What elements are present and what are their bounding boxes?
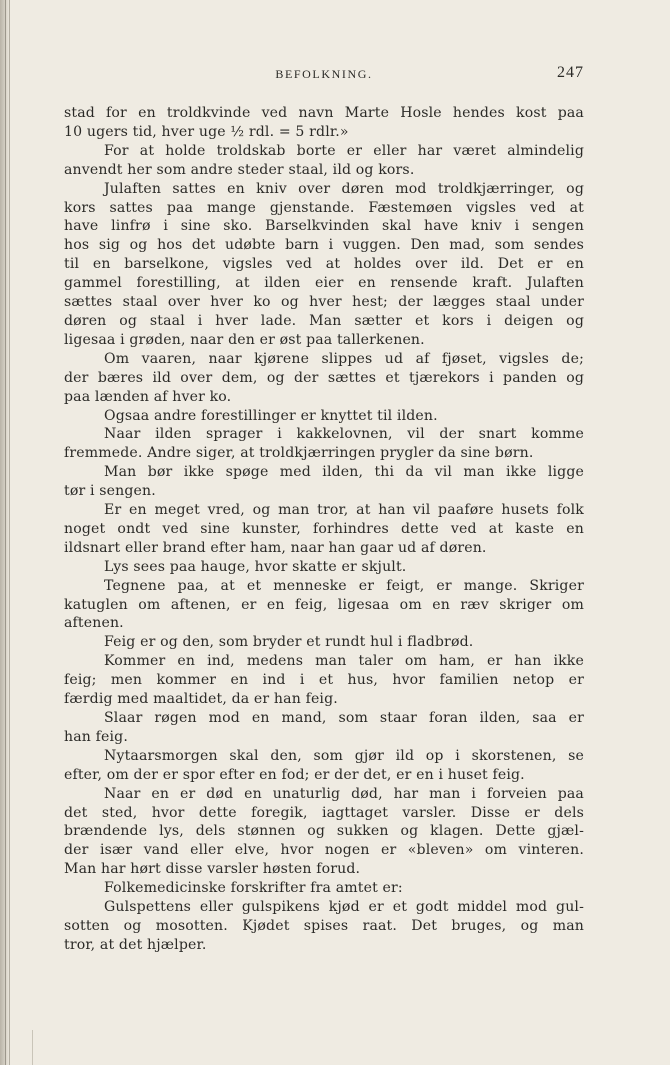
text-line: Nytaarsmorgen skal den, som gjør ild op i skorstenen, se — [104, 747, 584, 764]
running-head: BEFOLKNING. — [275, 67, 373, 81]
text-line: døren og staal i hver lade. Man sætter et kors i deigen og — [64, 312, 584, 329]
text-line: have linfrø i sine sko. Barselkvinden skal have kniv i sengen — [64, 218, 584, 235]
text-line: tør i sengen. — [64, 483, 156, 500]
page-binding-edge-inner — [9, 0, 10, 1065]
text-line: kors sattes paa mange gjenstande. Fæstemøen vigsles ved at — [64, 199, 584, 216]
text-line: Naar en er død en unaturlig død, har man i forveien paa — [104, 785, 584, 802]
text-line: gammel forestilling, at ilden eier en rensende kraft. Julaften — [64, 275, 584, 292]
text-line: Er en meget vred, og man tror, at han vil paaføre husets folk — [104, 502, 584, 519]
text-line: ildsnart eller brand efter ham, naar han gaar ud af døren. — [64, 539, 487, 556]
text-line: Feig er og den, som bryder et rundt hul i fladbrød. — [104, 634, 474, 651]
text-line: der især vand eller elve, hvor nogen er «bleven» om vinteren. — [64, 842, 584, 859]
text-line: Kommer en ind, medens man taler om ham, er han ikke — [104, 653, 584, 670]
page-binding-edge — [5, 0, 6, 1065]
page-header — [64, 64, 584, 84]
text-line: færdig med maaltidet, da er han feig. — [64, 691, 338, 708]
text-line: Tegnene paa, at et menneske er feigt, er mange. Skriger — [104, 577, 584, 594]
text-line: anvendt her som andre steder staal, ild og kors. — [64, 161, 415, 178]
text-line: tror, at det hjælper. — [64, 936, 207, 953]
text-line: feig; men kommer en ind i et hus, hvor familien netop er — [64, 672, 584, 689]
text-line: brændende lys, dels stønnen og sukken og klagen. Dette gjæl- — [64, 823, 584, 840]
text-line: paa lænden af hver ko. — [64, 388, 232, 405]
text-line: Man bør ikke spøge med ilden, thi da vil man ikke ligge — [104, 464, 584, 481]
text-line: stad for en troldkvinde ved navn Marte Hosle hendes kost paa — [64, 105, 584, 121]
page-corner-mark — [0, 1030, 33, 1065]
text-line: der bæres ild over dem, og der sættes et tjærekors i panden og — [64, 369, 584, 386]
text-line: han feig. — [64, 728, 128, 745]
text-line: det sted, hvor dette foregik, iagttaget varsler. Disse er dels — [64, 804, 584, 821]
text-line: Ogsaa andre forestillinger er knyttet til ilden. — [104, 407, 438, 424]
text-line: aftenen. — [64, 615, 124, 632]
text-line: Lys sees paa hauge, hvor skatte er skjult. — [104, 558, 407, 575]
text-line: Julaften sattes en kniv over døren mod troldkjærringer, og — [104, 180, 584, 197]
page-number: 247 — [557, 64, 584, 81]
text-line: 10 ugers tid, hver uge ½ rdl. = 5 rdlr.» — [64, 123, 349, 140]
text-line: Folkemedicinske forskrifter fra amtet er: — [104, 880, 403, 897]
text-line: Om vaaren, naar kjørene slippes ud af fjøset, vigsles de; — [104, 350, 584, 367]
text-line: Man har hørt disse varsler høsten forud. — [64, 861, 361, 878]
text-line: efter, om der er spor efter en fod; er der det, er en i huset feig. — [64, 766, 525, 783]
text-line: sotten og mosotten. Kjødet spises raat. Det bruges, og man — [64, 917, 584, 934]
text-line: hos sig og hos det udøbte barn i vuggen. Den mad, som sendes — [64, 237, 584, 254]
text-line: til en barselkone, vigsles ved at holdes over ild. Det er en — [64, 256, 584, 273]
body-text — [64, 104, 584, 955]
text-line: katuglen om aftenen, er en feig, ligesaa om en ræv skriger om — [64, 596, 584, 613]
text-line: sættes staal over hver ko og hver hest; der lægges staal under — [64, 294, 584, 311]
text-line: fremmede. Andre siger, at troldkjærringen prygler da sine børn. — [64, 445, 534, 462]
text-line: Gulspettens eller gulspikens kjød er et godt middel mod gul- — [104, 899, 584, 916]
text-line: ligesaa i grøden, naar den er øst paa tallerkenen. — [64, 331, 425, 348]
text-line: noget ondt ved sine kunster, forhindres dette ved at kaste en — [64, 520, 584, 537]
text-line: For at holde troldskab borte er eller har været almindelig — [104, 142, 584, 159]
text-line: Naar ilden sprager i kakkelovnen, vil der snart komme — [104, 426, 584, 443]
text-line: Slaar røgen mod en mand, som staar foran ilden, saa er — [104, 710, 584, 726]
